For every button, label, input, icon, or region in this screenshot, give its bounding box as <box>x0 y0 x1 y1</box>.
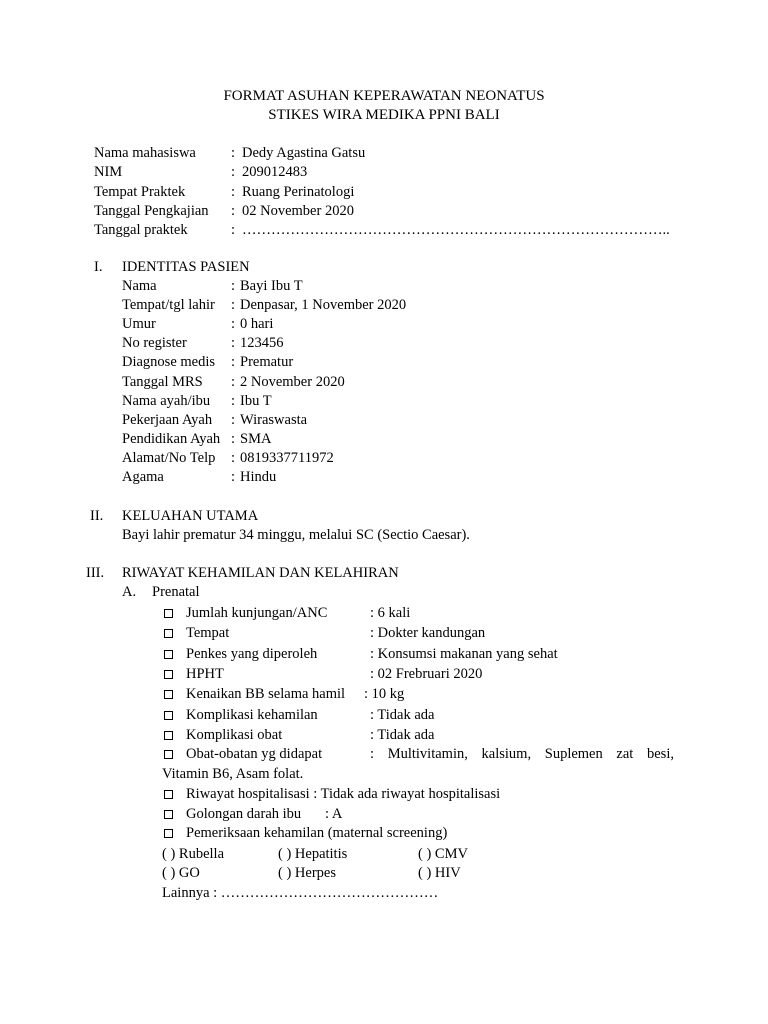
obat-word: zat <box>616 746 634 762</box>
patient-field-value: SMA <box>240 431 272 447</box>
field-colon: : <box>231 222 236 238</box>
pemeriksaan-kehamilan: Pemeriksaan kehamilan (maternal screening) <box>186 825 448 841</box>
screening-rubella: ( ) Rubella <box>162 846 225 862</box>
lainnya: Lainnya : ……………………………………… <box>162 885 439 901</box>
patient-field-label: Diagnose medis <box>122 354 216 370</box>
subsection-a-heading: Prenatal <box>152 584 200 600</box>
patient-field-value: 0 hari <box>240 316 274 332</box>
checkbox-icon <box>164 629 173 638</box>
prenatal-item-value: : Tidak ada <box>370 727 435 743</box>
prenatal-item-value: : Konsumsi makanan yang sehat <box>370 646 558 662</box>
student-field-value: 209012483 <box>242 164 308 180</box>
patient-field-value: 123456 <box>240 335 284 351</box>
section-1-heading: IDENTITAS PASIEN <box>122 259 250 275</box>
golongan-darah-label: Golongan darah ibu <box>186 806 302 822</box>
obat-word: : <box>370 746 375 762</box>
field-colon: : <box>231 450 236 466</box>
main-complaint-text: Bayi lahir prematur 34 minggu, melalui SC (Sectio Caesar). <box>122 527 470 543</box>
prenatal-item-label: Kenaikan BB selama hamil <box>186 686 346 702</box>
checkbox-icon <box>164 650 173 659</box>
patient-field-value: Bayi Ibu T <box>240 278 303 294</box>
screening-go: ( ) GO <box>162 865 200 881</box>
prenatal-item-label: HPHT <box>186 666 224 682</box>
patient-field-label: Pendidikan Ayah <box>122 431 221 447</box>
field-colon: : <box>231 297 236 313</box>
checkbox-icon <box>164 711 173 720</box>
patient-field-label: Tempat/tgl lahir <box>122 297 215 313</box>
subsection-a-letter: A. <box>122 584 137 600</box>
prenatal-item-label: Komplikasi obat <box>186 727 283 743</box>
section-2-heading: KELUAHAN UTAMA <box>122 508 259 524</box>
section-3-heading: RIWAYAT KEHAMILAN DAN KELAHIRAN <box>122 565 399 581</box>
student-field-label: Tempat Praktek <box>94 184 186 200</box>
student-field-value: Ruang Perinatologi <box>242 184 355 200</box>
obat-continuation: Vitamin B6, Asam folat. <box>162 766 304 782</box>
prenatal-item-value: : 02 Frebruari 2020 <box>370 666 483 682</box>
prenatal-item-value: : Tidak ada <box>370 707 435 723</box>
prenatal-item-value: : 10 kg <box>364 686 405 702</box>
student-field-value: Dedy Agastina Gatsu <box>242 145 366 161</box>
patient-field-value: Hindu <box>240 469 277 485</box>
field-colon: : <box>231 374 236 390</box>
student-field-value: 02 November 2020 <box>242 203 354 219</box>
checkbox-icon <box>164 790 173 799</box>
patient-field-label: No register <box>122 335 187 351</box>
patient-field-label: Alamat/No Telp <box>122 450 216 466</box>
field-colon: : <box>231 469 236 485</box>
checkbox-icon <box>164 670 173 679</box>
prenatal-item-label: Jumlah kunjungan/ANC <box>186 605 328 621</box>
checkbox-icon <box>164 750 173 759</box>
patient-field-label: Agama <box>122 469 164 485</box>
golongan-darah-value: : A <box>325 806 343 822</box>
student-field-label: Tanggal Pengkajian <box>94 203 209 219</box>
checkbox-icon <box>164 731 173 740</box>
patient-field-value: 0819337711972 <box>240 450 334 466</box>
field-colon: : <box>231 412 236 428</box>
riwayat-hospitalisasi: Riwayat hospitalisasi : Tidak ada riwayat hospitalisasi <box>186 786 501 802</box>
prenatal-item-label: Penkes yang diperoleh <box>186 646 318 662</box>
student-field-label: NIM <box>94 164 123 180</box>
obat-word: besi, <box>647 746 674 762</box>
field-colon: : <box>231 145 236 161</box>
screening-herpes: ( ) Herpes <box>278 865 336 881</box>
section-2-number: II. <box>90 508 104 524</box>
patient-field-value: Prematur <box>240 354 294 370</box>
checkbox-icon <box>164 690 173 699</box>
checkbox-icon <box>164 609 173 618</box>
patient-field-label: Tanggal MRS <box>122 374 203 390</box>
patient-field-label: Nama <box>122 278 157 294</box>
document-title: FORMAT ASUHAN KEPERAWATAN NEONATUS <box>223 88 545 104</box>
obat-word: kalsium, <box>481 746 532 762</box>
document-subtitle: STIKES WIRA MEDIKA PPNI BALI <box>268 107 500 123</box>
field-colon: : <box>231 164 236 180</box>
field-colon: : <box>231 354 236 370</box>
checkbox-icon <box>164 829 173 838</box>
field-colon: : <box>231 184 236 200</box>
field-colon: : <box>231 203 236 219</box>
patient-field-value: Wiraswasta <box>240 412 308 428</box>
obat-values <box>370 745 674 764</box>
field-colon: : <box>231 431 236 447</box>
patient-field-label: Pekerjaan Ayah <box>122 412 213 428</box>
patient-field-value: 2 November 2020 <box>240 374 345 390</box>
prenatal-item-value: : Dokter kandungan <box>370 625 486 641</box>
obat-label: Obat-obatan yg didapat <box>186 746 323 762</box>
section-3-number: III. <box>86 565 105 581</box>
checkbox-icon <box>164 810 173 819</box>
student-field-value: …………………………………………………………………………….. <box>242 222 670 238</box>
prenatal-item-value: : 6 kali <box>370 605 411 621</box>
patient-field-label: Nama ayah/ibu <box>122 393 211 409</box>
field-colon: : <box>231 393 236 409</box>
patient-field-value: Ibu T <box>240 393 272 409</box>
section-1-number: I. <box>94 259 103 275</box>
field-colon: : <box>231 278 236 294</box>
student-field-label: Nama mahasiswa <box>94 145 196 161</box>
patient-field-label: Umur <box>122 316 156 332</box>
patient-field-value: Denpasar, 1 November 2020 <box>240 297 407 313</box>
screening-hepatitis: ( ) Hepatitis <box>278 846 348 862</box>
obat-word: Suplemen <box>544 746 603 762</box>
screening-hiv: ( ) HIV <box>418 865 461 881</box>
screening-cmv: ( ) CMV <box>418 846 468 862</box>
obat-word: Multivitamin, <box>387 746 468 762</box>
student-field-label: Tanggal praktek <box>94 222 188 238</box>
prenatal-item-label: Komplikasi kehamilan <box>186 707 318 723</box>
field-colon: : <box>231 335 236 351</box>
prenatal-item-label: Tempat <box>186 625 230 641</box>
field-colon: : <box>231 316 236 332</box>
